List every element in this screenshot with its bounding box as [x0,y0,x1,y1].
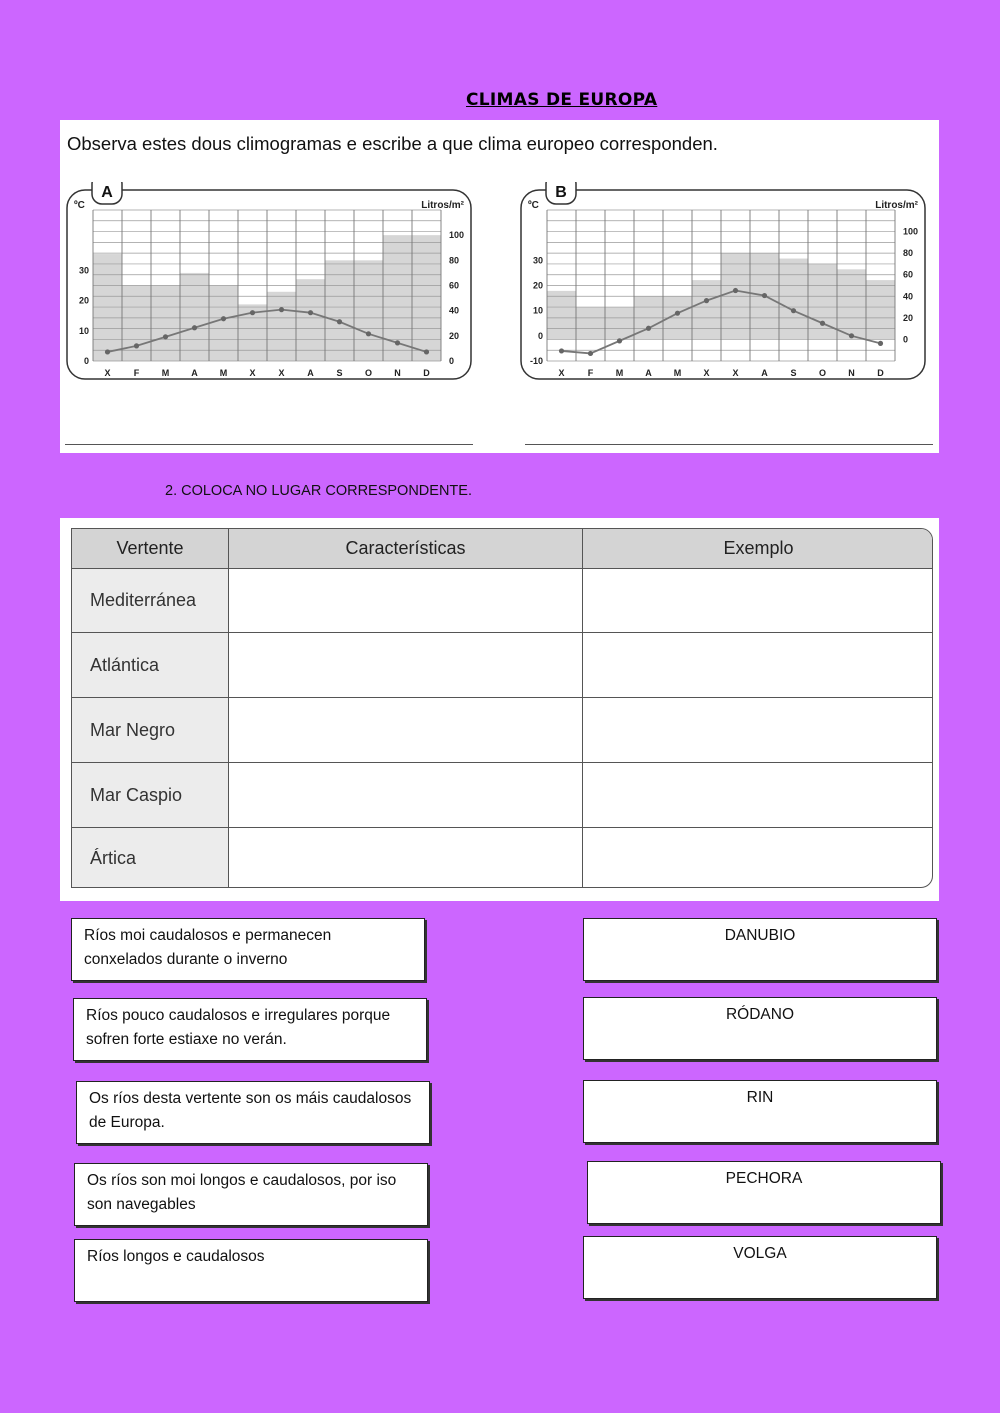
precipitation-tick-label: 0 [903,334,909,345]
month-label: O [364,368,373,378]
drop-zone-exemplo[interactable] [583,763,933,827]
temperature-point [192,325,197,330]
exercise-1-instruction: Observa estes dous climogramas e escribe a que clima europeo corresponden. [67,133,718,154]
temperature-point [878,341,883,346]
temperature-point [134,343,139,348]
precipitation-bar [866,280,895,339]
temperature-point [733,288,738,293]
drop-zone-caracteristicas[interactable] [229,763,583,827]
temperature-point [675,311,680,316]
table-row [72,763,932,828]
characteristic-card[interactable]: Ríos moi caudalosos e permanecen conxelados durante o inverno [71,918,425,981]
precipitation-tick-label: 20 [903,312,914,323]
table-row [72,569,932,633]
temperature-point [337,319,342,324]
temperature-tick-label: 10 [532,305,543,316]
precipitation-tick-label: 100 [903,226,919,237]
characteristic-card[interactable]: Os ríos desta vertente son os máis caudalosos de Europa. [76,1081,430,1144]
month-label: M [219,368,228,378]
row-label: Mediterránea [72,569,229,632]
characteristic-card[interactable]: Ríos pouco caudalosos e irregulares porque sofren forte estiaxe no verán. [73,998,427,1061]
climograph-panel [60,120,939,453]
characteristic-card[interactable]: Os ríos son moi longos e caudalosos, por iso son navegables [74,1163,428,1226]
precipitation-tick-label: 40 [449,305,460,316]
drop-zone-caracteristicas[interactable] [229,828,583,888]
month-label: D [423,368,430,378]
drop-zone-exemplo[interactable] [583,698,933,762]
precipitation-tick-label: 80 [903,248,914,259]
precipitation-tick-label: 20 [449,330,460,341]
table-row [72,698,932,763]
river-card-rodano[interactable]: RÓDANO [583,997,937,1060]
month-label: N [848,368,855,378]
month-label: F [133,368,140,378]
precipitation-bar [296,279,325,361]
temperature-point [820,321,825,326]
column-header-caracteristicas: Características [229,529,583,568]
precipitation-bar [209,286,238,362]
exercise-2-heading: 2. COLOCA NO LUGAR CORRESPONDENTE. [165,483,472,499]
precipitation-bar [412,235,441,361]
precipitation-bar [122,286,151,362]
month-label: X [732,368,739,378]
precipitation-bar [151,286,180,362]
month-label: X [703,368,710,378]
temperature-point [221,316,226,321]
table-row [72,828,932,888]
month-label: F [587,368,594,378]
vertente-table [71,528,933,888]
column-header-vertente: Vertente [72,529,229,568]
precipitation-bar [325,260,354,361]
table-row [72,633,932,698]
precipitation-unit: Litros/m² [421,200,464,211]
temperature-point [424,349,429,354]
month-label: N [394,368,401,378]
precipitation-tick-label: 60 [449,280,460,291]
month-label: S [790,368,797,378]
temperature-tick-label: 20 [78,295,89,306]
climograph-svg [520,182,932,387]
precipitation-tick-label: 60 [903,269,914,280]
month-label: X [278,368,285,378]
drop-zone-caracteristicas[interactable] [229,698,583,762]
river-card-pechora[interactable]: PECHORA [587,1161,941,1224]
temperature-point [250,310,255,315]
temperature-point [646,326,651,331]
temperature-tick-label: 10 [78,325,89,336]
drop-zone-caracteristicas[interactable] [229,633,583,697]
month-label: A [307,368,314,378]
temperature-tick-label: -10 [529,356,543,366]
characteristic-card[interactable]: Ríos longos e caudalosos [74,1239,428,1302]
month-label: X [558,368,565,378]
drop-zone-caracteristicas[interactable] [229,569,583,632]
river-card-danubio[interactable]: DANUBIO [583,918,937,981]
precipitation-tick-label: 0 [449,356,455,366]
temperature-point [366,331,371,336]
river-card-volga[interactable]: VOLGA [583,1236,937,1299]
precipitation-unit: Litros/m² [875,200,918,211]
month-label: M [673,368,682,378]
month-label: M [615,368,624,378]
row-label: Atlántica [72,633,229,697]
precipitation-bar [576,307,605,339]
temperature-tick-label: 30 [532,255,543,266]
climograph-a [66,182,478,387]
temperature-point [762,293,767,298]
climograph-svg [66,182,478,387]
drop-zone-exemplo[interactable] [583,569,933,632]
month-label: O [818,368,827,378]
vertente-table-panel [60,518,939,901]
precipitation-tick-label: 40 [903,291,914,302]
row-label: Mar Caspio [72,763,229,827]
precipitation-tick-label: 80 [449,255,460,266]
temperature-tick-label: 20 [532,280,543,291]
temperature-point [308,310,313,315]
temperature-tick-label: 30 [78,265,89,276]
temperature-unit: ºC [528,200,539,211]
precipitation-bar [605,307,634,339]
row-label: Mar Negro [72,698,229,762]
river-card-rin[interactable]: RIN [583,1080,937,1143]
answer-line-a[interactable] [65,444,473,445]
answer-line-b[interactable] [525,444,933,445]
month-label: X [249,368,256,378]
temperature-unit: ºC [74,200,85,211]
chart-label: B [555,184,567,201]
climograph-b [520,182,932,387]
page-title: CLIMAS DE EUROPA [466,90,658,110]
temperature-point [105,349,110,354]
column-header-exemplo: Exemplo [723,538,794,558]
temperature-point [279,307,284,312]
precipitation-bar [692,280,721,339]
month-label: A [761,368,768,378]
temperature-tick-label: 0 [537,330,543,341]
month-label: A [191,368,198,378]
month-label: D [877,368,884,378]
temperature-point [559,348,564,353]
precipitation-bar [547,291,576,340]
drop-zone-exemplo[interactable] [583,828,933,888]
temperature-point [704,298,709,303]
temperature-point [849,333,854,338]
precipitation-bar [180,273,209,361]
precipitation-bar [354,260,383,361]
month-label: S [336,368,343,378]
temperature-point [395,340,400,345]
temperature-tick-label: 0 [83,356,89,366]
temperature-point [791,308,796,313]
chart-label: A [101,184,113,201]
month-label: A [645,368,652,378]
precipitation-tick-label: 100 [449,230,465,241]
temperature-point [163,334,168,339]
precipitation-bar [779,259,808,340]
drop-zone-exemplo[interactable] [583,633,933,697]
temperature-point [617,338,622,343]
table-header [72,529,932,569]
row-label: Ártica [72,828,229,888]
month-label: X [104,368,111,378]
month-label: M [161,368,170,378]
precipitation-bar [267,292,296,361]
precipitation-bar [93,254,122,361]
temperature-point [588,351,593,356]
